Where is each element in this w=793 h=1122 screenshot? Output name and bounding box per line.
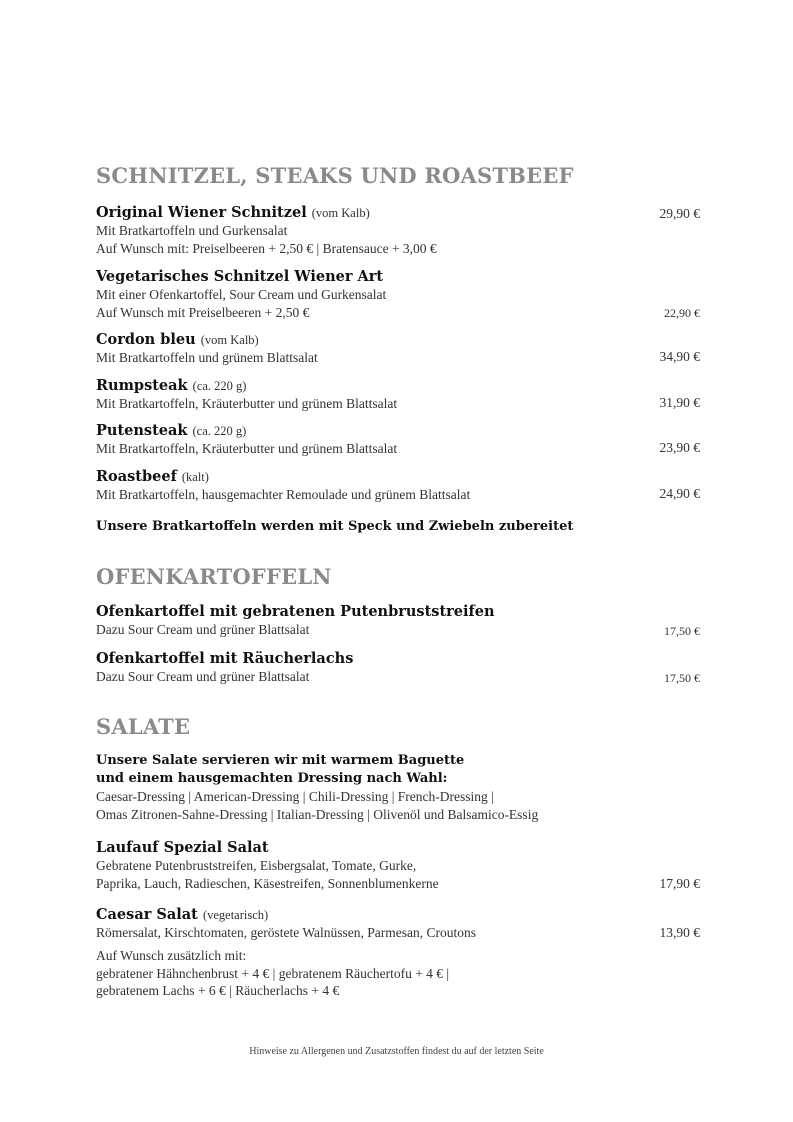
- item-description: Mit Bratkartoffeln, Kräuterbutter und grünem Blattsalat: [96, 441, 398, 456]
- item-description: Auf Wunsch mit Preiselbeeren + 2,50 €: [96, 304, 310, 320]
- menu-item-roastbeef: [96, 468, 700, 504]
- extras-line: Auf Wunsch zusätzlich mit:: [96, 948, 247, 963]
- item-price: 34,90 €: [659, 349, 700, 364]
- item-name: Laufauf Spezial Salat: [96, 839, 269, 856]
- extras-line: gebratener Hähnchenbrust + 4 € | gebratenem Räuchertofu + 4 € |: [96, 965, 450, 981]
- item-name: Ofenkartoffel mit Räucherlachs: [96, 650, 354, 667]
- item-description: Mit Bratkartoffeln, hausgemachter Remoulade und grünem Blattsalat: [96, 487, 471, 502]
- item-name: Original Wiener Schnitzel (vom Kalb): [96, 204, 370, 221]
- item-price: 13,90 €: [659, 925, 700, 940]
- menu-item-rumpsteak: [96, 377, 700, 413]
- item-note: (ca. 220 g): [192, 424, 247, 438]
- item-price: 31,90 €: [659, 395, 700, 410]
- item-description: Gebratene Putenbruststreifen, Eisbergsalat, Tomate, Gurke,: [96, 858, 417, 873]
- item-note: (ca. 220 g): [192, 379, 247, 393]
- section-title-ofenkartoffeln: OFENKARTOFFELN: [96, 564, 332, 589]
- item-description: Mit einer Ofenkartoffel, Sour Cream und Gurkensalat: [96, 287, 387, 302]
- menu-item-ofenkartoffel-pute: [96, 603, 700, 639]
- item-description: Dazu Sour Cream und grüner Blattsalat: [96, 622, 310, 637]
- menu-item-laufauf-spezial-salat: [96, 839, 700, 892]
- item-note: (vom Kalb): [311, 206, 370, 220]
- salate-intro-bold: Unsere Salate servieren wir mit warmem Baguette: [96, 753, 465, 768]
- salate-intro: [96, 752, 700, 823]
- menu-item-wiener-schnitzel: [96, 204, 700, 257]
- item-price: 24,90 €: [659, 486, 700, 501]
- menu-item-vegetarisches-schnitzel: [96, 268, 700, 321]
- item-name: Roastbeef (kalt): [96, 468, 209, 485]
- menu-item-putensteak: [96, 422, 700, 458]
- item-note: (vom Kalb): [200, 333, 259, 347]
- item-description: Dazu Sour Cream und grüner Blattsalat: [96, 669, 310, 684]
- item-price: 29,90 €: [659, 206, 700, 221]
- salat-extras: [96, 947, 700, 1000]
- menu-item-ofenkartoffel-lachs: [96, 650, 700, 686]
- item-name: Vegetarisches Schnitzel Wiener Art: [96, 268, 384, 285]
- section-title-salate: SALATE: [96, 714, 191, 739]
- item-description: Mit Bratkartoffeln und grünem Blattsalat: [96, 350, 318, 365]
- extras-line: gebratenem Lachs + 6 € | Räucherlachs + 4 €: [96, 983, 340, 998]
- section-title-schnitzel: SCHNITZEL, STEAKS UND ROASTBEEF: [96, 163, 574, 188]
- salate-intro-bold: und einem hausgemachten Dressing nach Wahl:: [96, 771, 448, 786]
- item-name: Caesar Salat (vegetarisch): [96, 906, 269, 923]
- dressing-options: Caesar-Dressing | American-Dressing | Chili-Dressing | French-Dressing |: [96, 789, 494, 804]
- item-price: 17,50 €: [664, 671, 700, 685]
- item-price: 22,90 €: [664, 306, 700, 320]
- item-name: Putensteak (ca. 220 g): [96, 422, 247, 439]
- item-description: Paprika, Lauch, Radieschen, Käsestreifen, Sonnenblumenkerne: [96, 875, 439, 891]
- item-price: 23,90 €: [659, 440, 700, 455]
- item-name: Ofenkartoffel mit gebratenen Putenbruststreifen: [96, 603, 495, 620]
- item-name: Cordon bleu (vom Kalb): [96, 331, 259, 348]
- bratkartoffeln-note: Unsere Bratkartoffeln werden mit Speck und Zwiebeln zubereitet: [96, 519, 574, 534]
- item-price: 17,50 €: [664, 624, 700, 638]
- menu-item-cordon-bleu: [96, 331, 700, 367]
- dressing-options: Omas Zitronen-Sahne-Dressing | Italian-Dressing | Olivenöl und Balsamico-Essig: [96, 806, 539, 822]
- item-description: Auf Wunsch mit: Preiselbeeren + 2,50 € | Bratensauce + 3,00 €: [96, 240, 437, 256]
- item-note: (vegetarisch): [202, 908, 269, 922]
- item-name: Rumpsteak (ca. 220 g): [96, 377, 247, 394]
- item-description: Römersalat, Kirschtomaten, geröstete Walnüssen, Parmesan, Croutons: [96, 925, 476, 940]
- item-price: 17,90 €: [659, 876, 700, 891]
- item-description: Mit Bratkartoffeln und Gurkensalat: [96, 223, 288, 238]
- item-note: (kalt): [181, 470, 209, 484]
- allergen-footer-note: Hinweise zu Allergenen und Zusatzstoffen findest du auf der letzten Seite: [249, 1046, 544, 1057]
- item-description: Mit Bratkartoffeln, Kräuterbutter und grünem Blattsalat: [96, 396, 398, 411]
- menu-item-caesar-salat: [96, 906, 700, 942]
